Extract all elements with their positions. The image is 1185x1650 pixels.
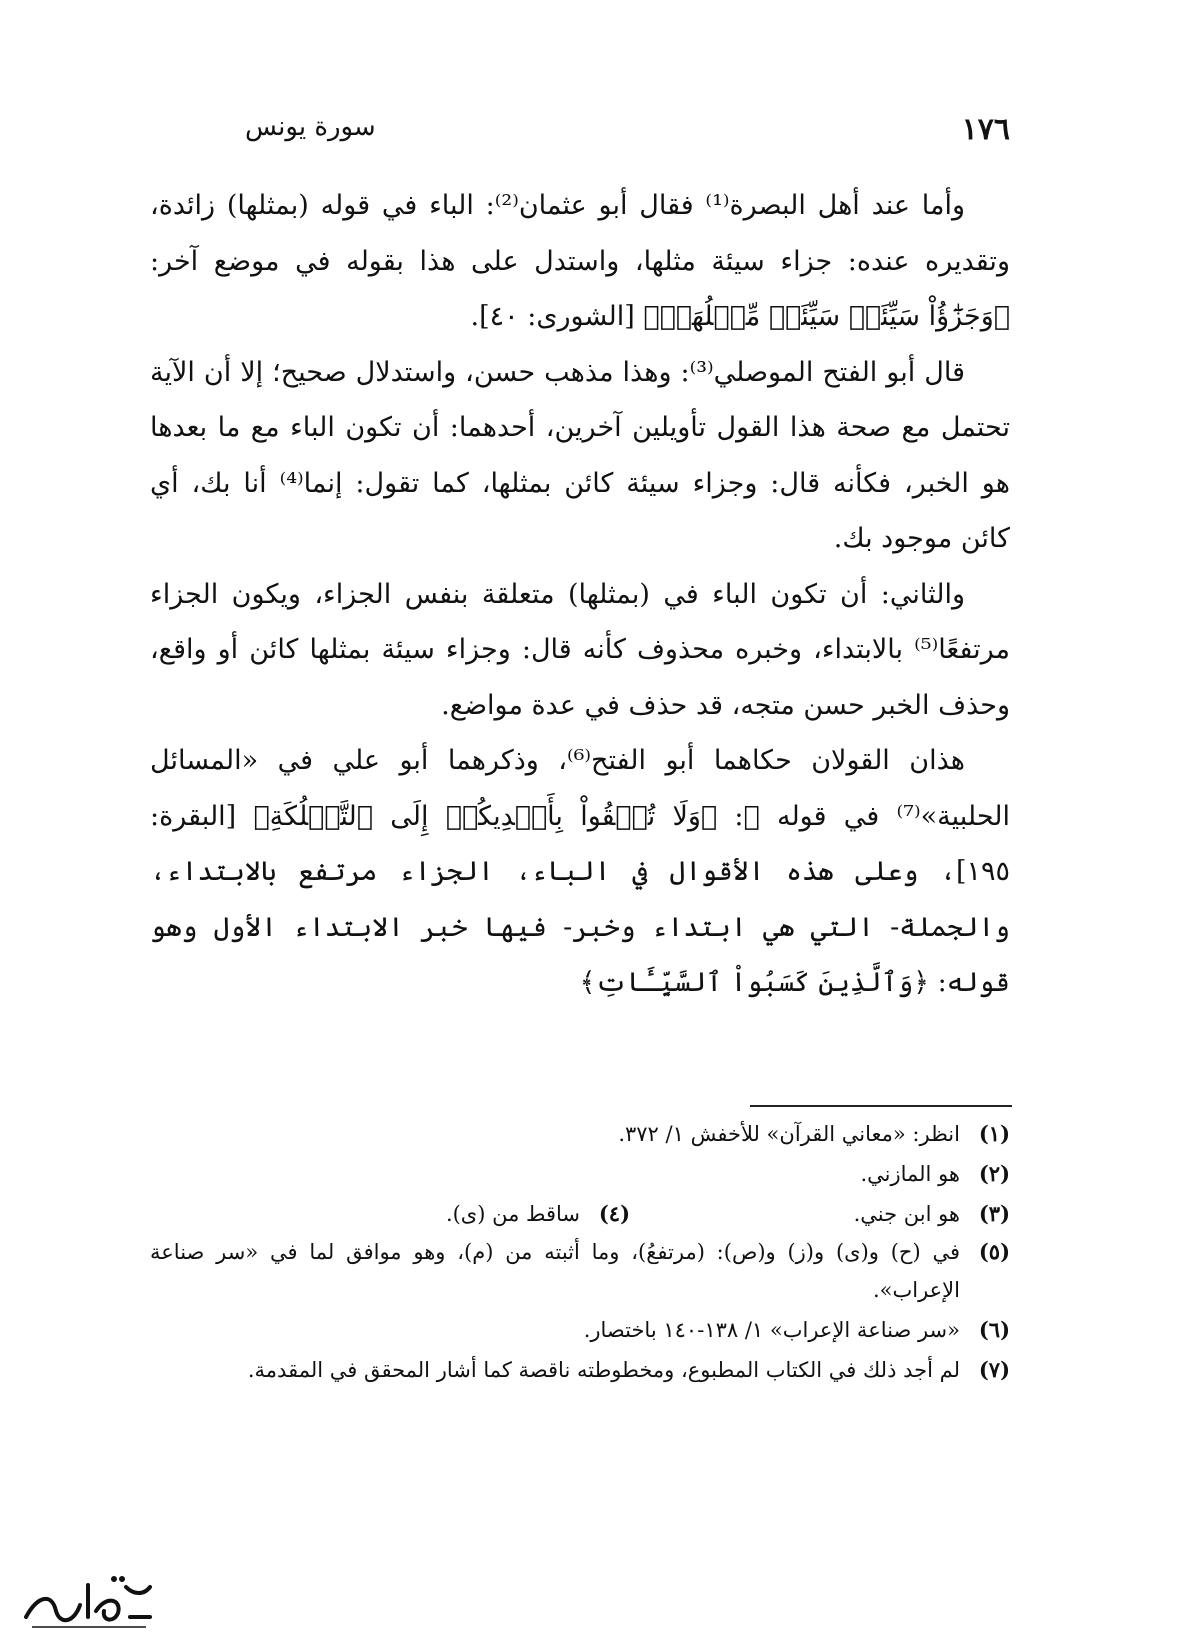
footnote-number: (١) — [978, 1121, 1010, 1146]
running-title: سورة يونس — [245, 112, 376, 142]
footnote — [150, 1155, 1010, 1193]
footnote-text: «سر صناعة الإعراب» ١/ ١٣٨-١٤٠ باختصار. — [583, 1318, 960, 1342]
footnote-text: هو ابن جني. — [853, 1202, 960, 1226]
footnote-text: لم أجد ذلك في الكتاب المطبوع، ومخطوطته ناقصة كما أشار المحقق في المقدمة. — [247, 1358, 960, 1382]
paragraph: وأما عند أهل البصرة⁽¹⁾ فقال أبو عثمان⁽²⁾: الباء في قوله (بمثلها) زائدة، وتقديره عنده: جزاء سيئة مثلها، واستدل على هذا بقوله في موضع آخر: ﴿وَجَزَٰٓؤُاْ سَيِّئَةٖ سَيِّئَةٞ مِّثۡلُهَاۖ﴾ [الشورى: ٤٠]. — [150, 190, 1010, 332]
paragraph: قال أبو الفتح الموصلي⁽³⁾: وهذا مذهب حسن، واستدلال صحيح؛ إلا أن الآية تحتمل مع صحة هذا القول تأويلين آخرين، أحدهما: أن تكون الباء مع ما بعدها هو الخبر، فكأنه قال: وجزاء سيئة كائن بمثلها، كما تقول: إنما⁽⁴⁾ أنا بك، أي كائن موجود بك. — [150, 356, 1010, 554]
footnote — [150, 1351, 1010, 1389]
footnote-number: (٥) — [978, 1239, 1010, 1264]
footnote — [150, 1233, 1010, 1309]
footnote — [250, 1195, 630, 1233]
footnote-text: ساقط من (ى). — [445, 1202, 580, 1226]
page-header — [200, 112, 1010, 158]
footnote — [630, 1195, 1010, 1233]
footnote-divider — [750, 1105, 1012, 1107]
footnote-text: هو المازني. — [860, 1162, 960, 1186]
footnote-number: (٢) — [978, 1161, 1010, 1186]
footnotes — [150, 1115, 1010, 1391]
footnote-text: انظر: «معاني القرآن» للأخفش ١/ ٣٧٢. — [618, 1122, 960, 1146]
paragraph: هذان القولان حكاهما أبو الفتح⁽⁶⁾، وذكرهما أبو علي في «المسائل الحلبية»⁽⁷⁾ في قوله ﷻ: ﴿وَلَا تُلۡقُواْ بِأَيۡدِيكُمۡ إِلَى ٱلتَّهۡلُكَةِ﴾ [البقرة: ١٩٥]، وعلى هذه الأقوال في الباء، الجزاء مرتفع بالابتداء، والجملة- التي هي ابتداء وخبر- فيها خبر الابتداء الأول وهو قوله: ﴿وَٱلَّذِينَ كَسَبُواْ ٱلسَّيِّـَٔاتِ﴾ — [150, 745, 1010, 998]
footnote-pair — [150, 1195, 1010, 1233]
footnote-number: (٦) — [978, 1317, 1010, 1342]
page-number: ١٧٦ — [961, 112, 1010, 147]
paragraph: والثاني: أن تكون الباء في (بمثلها) متعلقة بنفس الجزاء، ويكون الجزاء مرتفعًا⁽⁵⁾ بالابتداء، وخبره محذوف كأنه قال: وجزاء سيئة بمثلها كائن أو واقع، وحذف الخبر حسن متجه، قد حذف في عدة مواضع. — [150, 578, 1010, 721]
main-text — [150, 178, 1010, 1011]
publisher-stamp-logo — [18, 1565, 158, 1635]
footnote-number: (٧) — [978, 1357, 1010, 1382]
footnote — [150, 1115, 1010, 1153]
footnote — [150, 1311, 1010, 1349]
footnote-number: (٤) — [598, 1201, 630, 1226]
footnote-text: في (ح) و(ى) و(ز) و(ص): (مرتفعُ)، وما أثبته من (م)، وهو موافق لما في «سر صناعة الإعراب». — [150, 1240, 960, 1302]
footnote-number: (٣) — [978, 1201, 1010, 1226]
